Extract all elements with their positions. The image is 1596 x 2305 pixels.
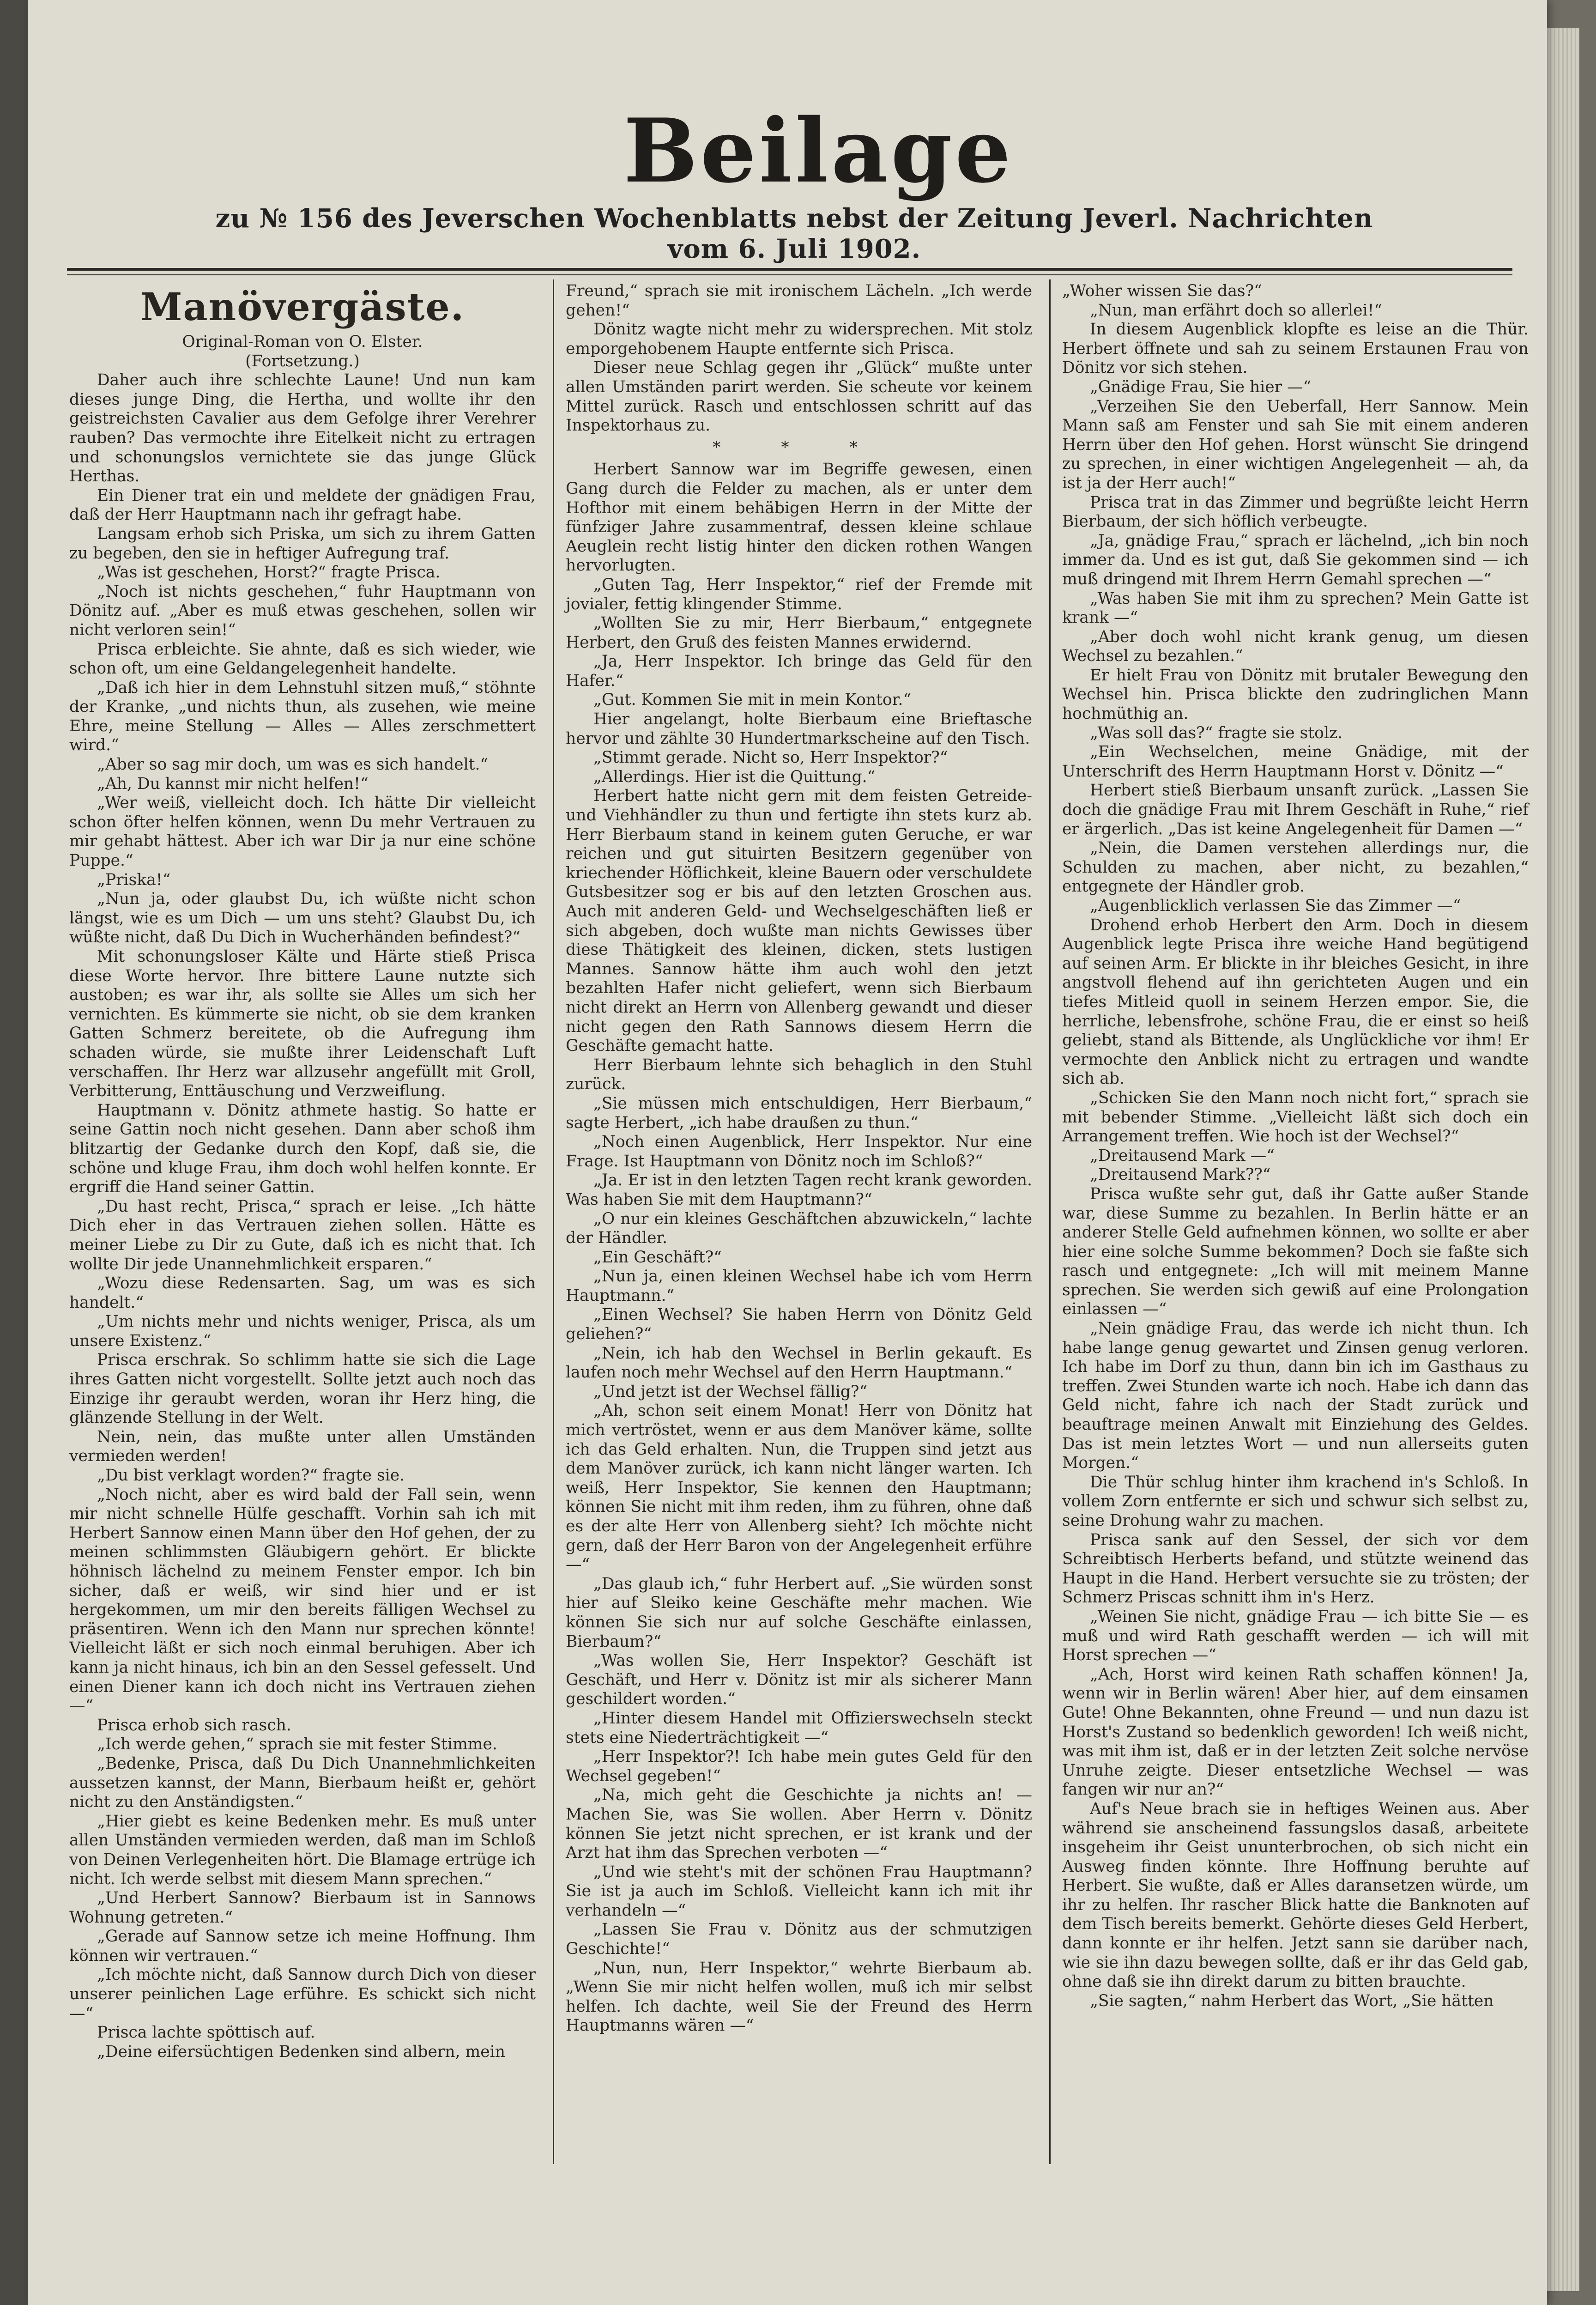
paragraph: „Wozu diese Redensarten. Sag, um was es sich handelt.“ <box>69 1274 536 1312</box>
paragraph: „Was wollen Sie, Herr Inspektor? Geschäft ist Geschäft, und Herr v. Dönitz ist mir als sicherer Mann geschildert worden.“ <box>566 1651 1032 1709</box>
paragraph: „Daß ich hier in dem Lehnstuhl sitzen muß,“ stöhnte der Kranke, „und nichts thun, als zusehen, wie meine Ehre, meine Stellung — Alles — Alles zerschmettert wird.“ <box>69 678 536 755</box>
paragraph: „Nun ja, oder glaubst Du, ich wüßte nicht schon längst, wie es um Dich — um uns steht? Glaubst Du, ich wüßte nicht, daß Du Dich in Wucherhänden befindest?“ <box>69 890 536 947</box>
paragraph: „Einen Wechsel? Sie haben Herrn von Dönitz Geld geliehen?“ <box>566 1305 1032 1344</box>
paragraph: „Gnädige Frau, Sie hier —“ <box>1090 377 1312 396</box>
paragraph: „Ja. Er ist in den letzten Tagen recht krank geworden. Was haben Sie mit dem Hauptmann?“ <box>566 1171 1032 1209</box>
paragraph: Drohend erhob Herbert den Arm. Doch in diesem Augenblick legte Prisca ihre weiche Hand begütigend auf seinen Arm. Er blickte in ihr bleiches Gesicht, in ihre angstvoll flehend auf ihn gerichteten Augen und ein tiefes Mitleid quoll in seinem Herzen empor. Sie, die herrliche, lebensfrohe, schöne Frau, die er einst so heiß geliebt, stand als Bittende, als Unglückliche vor ihm! Er vermochte den Anblick nicht zu ertragen und wandte sich ab. <box>1062 916 1529 1088</box>
paragraph: „Um nichts mehr und nichts weniger, Prisca, als um unsere Existenz.“ <box>69 1312 536 1350</box>
paragraph: „Lassen Sie Frau v. Dönitz aus der schmutzigen Geschichte!“ <box>566 1920 1032 1959</box>
paragraph: Prisca erschrak. So schlimm hatte sie sich die Lage ihres Gatten nicht vorgestellt. Sollte jetzt auch noch das Einzige ihr geraubt werden, woran ihr Herz hing, die glänzende Stellung in der Welt. <box>69 1351 536 1427</box>
paragraph: Er hielt Frau von Dönitz mit brutaler Bewegung den Wechsel hin. Prisca blickte den zudringlichen Mann hochmüthig an. <box>1062 666 1529 723</box>
paragraph: Herbert stieß Bierbaum unsanft zurück. „Lassen Sie doch die gnädige Frau mit Ihrem Geschäft in Ruhe,“ rief er ärgerlich. „Das ist keine Angelegenheit für Damen —“ <box>1062 781 1529 838</box>
paragraph: Prisca erhob sich rasch. <box>97 1716 291 1735</box>
paragraph: „Noch ist nichts geschehen,“ fuhr Hauptmann von Dönitz auf. „Aber es muß etwas geschehen, sollen wir nicht verloren sein!“ <box>69 582 536 639</box>
paragraph: „Nein, ich hab den Wechsel in Berlin gekauft. Es laufen noch mehr Wechsel auf den Herrn Hauptmann.“ <box>566 1344 1032 1382</box>
column-3 <box>1062 282 1529 2011</box>
continuation-note: (Fortsetzung.) <box>245 352 360 370</box>
paragraph: „Dreitausend Mark??“ <box>1090 1165 1271 1184</box>
paragraph: „Augenblicklich verlassen Sie das Zimmer —“ <box>1090 897 1461 915</box>
paragraph: „Wollten Sie zu mir, Herr Bierbaum,“ entgegnete Herbert, den Gruß des feisten Mannes erwidernd. <box>566 614 1032 652</box>
paragraph: „Ich möchte nicht, daß Sannow durch Dich von dieser unserer peinlichen Lage erführe. Es schickt sich nicht —“ <box>69 1965 536 2023</box>
paragraph: Prisca lachte spöttisch auf. <box>97 2023 315 2042</box>
column-2 <box>566 282 1032 2036</box>
paragraph: „Aber doch wohl nicht krank genug, um diesen Wechsel zu bezahlen.“ <box>1062 627 1529 666</box>
paragraph: „Na, mich geht die Geschichte ja nichts an! — Machen Sie, was Sie wollen. Aber Herrn v. Dönitz können Sie jetzt nicht sprechen, er ist krank und der Arzt hat ihm das Sprechen verboten —“ <box>566 1786 1032 1862</box>
paragraph: „Nein, die Damen verstehen allerdings nur, die Schulden zu machen, aber nicht, zu bezahlen,“ entgegnete der Händler grob. <box>1062 839 1529 896</box>
paragraph: Hier angelangt, holte Bierbaum eine Brieftasche hervor und zählte 30 Hundertmarkscheine auf den Tisch. <box>566 710 1032 748</box>
paragraph: Hauptmann v. Dönitz athmete hastig. So hatte er seine Gattin noch nicht gesehen. Dann aber schoß ihm blitzartig der Gedanke durch den Kopf, daß sie, die schöne und kluge Frau, ihm doch wohl helfen konnte. Er ergriff die Hand seiner Gattin. <box>69 1101 536 1197</box>
paragraph: Daher auch ihre schlechte Laune! Und nun kam dieses junge Ding, die Hertha, und wollte ihr den geistreichsten Cavalier aus dem Gefolge ihrer Verehrer rauben? Das vermochte ihre Eitelkeit nicht zu ertragen und schonungslos vernichtete sie das junge Glück Herthas. <box>69 371 536 486</box>
paragraph: Langsam erhob sich Priska, um sich zu ihrem Gatten zu begeben, den sie in heftiger Aufregung traf. <box>69 524 536 563</box>
masthead-title: Beilage <box>623 99 1014 202</box>
book-page-edges <box>1547 28 1579 2291</box>
paragraph: „Dreitausend Mark —“ <box>1090 1146 1275 1165</box>
paragraph: Prisca sank auf den Sessel, der sich vor dem Schreibtisch Herberts befand, und stützte weinend das Haupt in die Hand. Herbert versuchte sie zu trösten; der Schmerz Priscas schnitt ihm in's Herz. <box>1062 1530 1529 1607</box>
paragraph: „Stimmt gerade. Nicht so, Herr Inspektor?“ <box>593 748 948 767</box>
paragraph: „Verzeihen Sie den Ueberfall, Herr Sannow. Mein Mann saß am Fenster und sah Sie mit einem anderen Herrn über den Hof gehen. Horst wünscht Sie dringend zu sprechen, in einer wichtigen Angelegenheit — ah, da ist ja der Herr auch!“ <box>1062 397 1529 492</box>
paragraph: „Ach, Horst wird keinen Rath schaffen können! Ja, wenn wir in Berlin wären! Aber hier, auf dem einsamen Gute! Ohne Bekannten, ohne Freund — und nun dazu ist Horst's Zustand so bedenklich geworden! Ich weiß nicht, was mit ihm ist, daß er in der letzten Zeit solche nervöse Unruhe zeigte. Dieser entsetzliche Wechsel — was fangen wir nur an?“ <box>1062 1665 1529 1799</box>
paragraph: In diesem Augenblick klopfte es leise an die Thür. Herbert öffnete und sah zu seinem Erstaunen Frau von Dönitz vor sich stehen. <box>1062 320 1529 377</box>
column-divider-1 <box>553 279 554 2164</box>
paragraph: Prisca erbleichte. Sie ahnte, daß es sich wieder, wie schon oft, um eine Geldangelegenheit handelte. <box>69 640 536 678</box>
article-title: Manövergäste. <box>140 285 465 329</box>
paragraph: „Ja, gnädige Frau,“ sprach er lächelnd, „ich bin noch immer da. Und es ist gut, daß Sie gekommen sind — ich muß dringend mit Ihrem Herrn Gemahl sprechen —“ <box>1062 531 1529 588</box>
paragraph: „Ja, Herr Inspektor. Ich bringe das Geld für den Hafer.“ <box>566 652 1032 690</box>
paragraph: Die Thür schlug hinter ihm krachend in's Schloß. In vollem Zorn entfernte er sich und schwur sich selbst zu, seine Drohung wahr zu machen. <box>1062 1473 1529 1530</box>
paragraph: „Wer weiß, vielleicht doch. Ich hätte Dir vielleicht schon öfter helfen können, wenn Du mehr Vertrauen zu mir gehabt hättest. Aber ich war Dir ja nur eine schöne Puppe.“ <box>69 794 536 870</box>
paragraph: „Herr Inspektor?! Ich habe mein gutes Geld für den Wechsel gegeben!“ <box>566 1747 1032 1785</box>
paragraph: Ein Diener trat ein und meldete der gnädigen Frau, daß der Herr Hauptmann nach ihr gefragt habe. <box>69 486 536 524</box>
paragraph: Dönitz wagte nicht mehr zu widersprechen. Mit stolz emporgehobenem Haupte entfernte sich Prisca. <box>566 320 1032 358</box>
paragraph: „Deine eifersüchtigen Bedenken sind albern, mein <box>97 2042 505 2061</box>
paragraph: „Weinen Sie nicht, gnädige Frau — ich bitte Sie — es muß und wird Rath geschafft werden — ich will mit Horst sprechen —“ <box>1062 1607 1529 1665</box>
adjacent-page-strip <box>0 0 28 2305</box>
column-divider-2 <box>1049 279 1051 2164</box>
issue-subheading: zu № 156 des Jeverschen Wochenblatts nebst der Zeitung Jeverl. Nachrichten vom 6. Juli 1902. <box>215 203 1373 264</box>
paragraph: „Sie müssen mich entschuldigen, Herr Bierbaum,“ sagte Herbert, „ich habe draußen zu thun.“ <box>566 1094 1032 1132</box>
paragraph: „Allerdings. Hier ist die Quittung.“ <box>593 767 876 786</box>
paragraph: „Ah, Du kannst mir nicht helfen!“ <box>97 774 369 793</box>
paragraph: „Ein Wechselchen, meine Gnädige, mit der Unterschrift des Herrn Hauptmann Horst v. Dönitz —“ <box>1062 743 1529 781</box>
column-3-text <box>1062 282 1529 2011</box>
paragraph: „Nun, man erfährt doch so allerlei!“ <box>1090 301 1383 320</box>
paragraph: „Gut. Kommen Sie mit in mein Kontor.“ <box>593 691 912 710</box>
paragraph: „Hier giebt es keine Bedenken mehr. Es muß unter allen Umständen vermieden werden, daß man im Schloß von Deinen Verlegenheiten hört. Die Blamage ertrüge ich nicht. Ich werde selbst mit diesem Mann sprechen.“ <box>69 1812 536 1888</box>
paragraph: Auf's Neue brach sie in heftiges Weinen aus. Aber während sie anscheinend fassungslos dasaß, arbeitete insgeheim ihr Geist ununterbrochen, ob sich nicht ein Ausweg finden könnte. Ihre Hoffnung beruhte auf Herbert. Sie wußte, daß er Alles daransetzen würde, um ihr zu helfen. Ihr rascher Blick hatte die Banknoten auf dem Tisch bereits bemerkt. Gehörte dieses Geld Herbert, dann konnte er ihr helfen. Jetzt sann sie darüber nach, wie sie ihn dazu bewegen sollte, daß er ihr das Geld gab, ohne daß sie ihn direkt darum zu bitten brauchte. <box>1062 1799 1529 1991</box>
paragraph: „Ein Geschäft?“ <box>593 1248 722 1267</box>
article-byline: Original-Roman von O. Elster. <box>182 333 423 351</box>
paragraph: „Woher wissen Sie das?“ <box>1062 282 1262 300</box>
paragraph: „Schicken Sie den Mann noch nicht fort,“ sprach sie mit bebender Stimme. „Vielleicht läßt sich doch ein Arrangement treffen. Wie hoch ist der Wechsel?“ <box>1062 1088 1529 1146</box>
paragraph: „Nun, nun, Herr Inspektor,“ wehrte Bierbaum ab. „Wenn Sie mir nicht helfen wollen, muß ich mir selbst helfen. Ich dachte, weil Sie der Freund des Herrn Hauptmanns wären —“ <box>566 1959 1032 2035</box>
paragraph: „Hinter diesem Handel mit Offizierswechseln steckt stets eine Niederträchtigkeit —“ <box>566 1709 1032 1747</box>
paragraph: „Du hast recht, Prisca,“ sprach er leise. „Ich hätte Dich eher in das Vertrauen ziehen sollen. Hätte es meiner Liebe zu Dir zu Gute, daß ich es nicht that. Ich wollte Dir jede Unannehmlichkeit ersparen.“ <box>69 1197 536 1274</box>
paragraph: Nein, nein, das mußte unter allen Umständen vermieden werden! <box>69 1427 536 1466</box>
paragraph: Freund,“ sprach sie mit ironischem Lächeln. „Ich werde gehen!“ <box>566 282 1032 320</box>
paragraph: „Und wie steht's mit der schönen Frau Hauptmann? Sie ist ja auch im Schloß. Vielleicht kann ich mit ihr verhandeln —“ <box>566 1862 1032 1920</box>
paragraph: „Ich werde gehen,“ sprach sie mit fester Stimme. <box>97 1735 497 1754</box>
paragraph: „Gerade auf Sannow setze ich meine Hoffnung. Ihm können wir vertrauen.“ <box>69 1927 536 1965</box>
newspaper-page <box>28 0 1547 2305</box>
paragraph: „Priska!“ <box>97 870 171 889</box>
paragraph: „Aber so sag mir doch, um was es sich handelt.“ <box>97 755 489 774</box>
paragraph: „Und jetzt ist der Wechsel fällig?“ <box>593 1382 868 1401</box>
paragraph: Herbert hatte nicht gern mit dem feisten Getreide- und Viehhändler zu thun und fertigte ihn stets kurz ab. Herr Bierbaum stand in keinem guten Geruche, er war reichen und gut situirten Besitzern gegenüber von kriechender Höflichkeit, kleine Bauern oder verschuldete Gutsbesitzer sog er bis auf den letzten Groschen aus. Auch mit anderen Geld- und Wechselgeschäften ließ er sich abgeben, doch wußte man nichts Gewisses über diese Thätigkeit des kleinen, dicken, stets lustigen Mannes. Sannow hätte ihm auch wohl den jetzt bezahlten Hafer nicht geliefert, wenn sich Bierbaum nicht direkt an Herrn von Allenberg gewandt und dieser nicht gegen den Rath Sannows diesem Herrn die Geschäfte gemacht hatte. <box>566 787 1032 1055</box>
paragraph: „Bedenke, Prisca, daß Du Dich Unannehmlichkeiten aussetzen kannst, der Mann, Bierbaum heißt er, gehört nicht zu den Anständigsten.“ <box>69 1754 536 1812</box>
paragraph: „Noch nicht, aber es wird bald der Fall sein, wenn mir nicht schnelle Hülfe geschafft. Vorhin sah ich mit Herbert Sannow einen Mann über den Hof gehen, der zu meinen schlimmsten Gläubigern gehört. Er blickte höhnisch lächelnd zu meinem Fenster empor. Ich bin sicher, daß er weiß, wir sind hier und er ist hergekommen, um mir den bereits fälligen Wechsel zu präsentiren. Wenn ich den Mann nur sprechen könnte! Vielleicht läßt er sich noch einmal beruhigen. Aber ich kann ja nicht hinaus, ich bin an den Sessel gefesselt. Und einen Diener kann ich doch nicht ins Vertrauen ziehen —“ <box>69 1485 536 1716</box>
column-2-text <box>566 282 1032 2036</box>
column-1-text <box>69 371 536 2062</box>
paragraph: „Du bist verklagt worden?“ fragte sie. <box>97 1466 405 1485</box>
column-1 <box>69 282 536 2062</box>
paragraph: „Sie sagten,“ nahm Herbert das Wort, „Sie hätten <box>1090 1991 1494 2010</box>
paragraph: „Was soll das?“ fragte sie stolz. <box>1090 723 1343 742</box>
paragraph: „Was ist geschehen, Horst?“ fragte Prisca. <box>97 563 441 582</box>
paragraph: Prisca wußte sehr gut, daß ihr Gatte außer Stande war, diese Summe zu bezahlen. In Berlin hätte er an anderer Stelle Geld aufnehmen können, wo sollte er aber hier eine solche Summe bekommen? Doch sie faßte sich rasch und entgegnete: „Ich will mit meinem Manne sprechen. Sie werden sich gewiß auf eine Prolongation einlassen —“ <box>1062 1184 1529 1319</box>
paragraph: Prisca trat in das Zimmer und begrüßte leicht Herrn Bierbaum, der sich höflich verbeugte. <box>1062 493 1529 531</box>
paragraph: Herr Bierbaum lehnte sich behaglich in den Stuhl zurück. <box>566 1055 1032 1094</box>
header-rule-thin <box>67 274 1512 275</box>
paragraph: „Nun ja, einen kleinen Wechsel habe ich vom Herrn Hauptmann.“ <box>566 1267 1032 1305</box>
paragraph: Herbert Sannow war im Begriffe gewesen, einen Gang durch die Felder zu machen, als er unter dem Hofthor mit einem behäbigen Herrn in der Mitte der fünfziger Jahre zusammentraf, dessen kleine schlaue Aeuglein recht listig hinter den dicken rothen Wangen hervorlugten. <box>566 460 1032 575</box>
paragraph: „Und Herbert Sannow? Bierbaum ist in Sannows Wohnung getreten.“ <box>69 1889 536 1927</box>
paragraph: Dieser neue Schlag gegen ihr „Glück“ mußte unter allen Umständen parirt werden. Sie scheute vor keinem Mittel zurück. Rasch und entschlossen schritt auf das Inspektorhaus zu. <box>566 358 1032 435</box>
paragraph: „Guten Tag, Herr Inspektor,“ rief der Fremde mit jovialer, fettig klingender Stimme. <box>566 575 1032 613</box>
paragraph: „Nein gnädige Frau, das werde ich nicht thun. Ich habe lange genug gewartet und Zinsen genug verloren. Ich habe im Dorf zu thun, dann bin ich im Gasthaus zu treffen. Zwei Stunden warte ich noch. Habe ich dann das Geld nicht, fahre ich nach der Stadt zurück und beauftrage meinen Anwalt mit Einziehung des Geldes. Das ist mein letztes Wort — und nun allerseits guten Morgen.“ <box>1062 1319 1529 1473</box>
paragraph: Mit schonungsloser Kälte und Härte stieß Prisca diese Worte hervor. Ihre bittere Laune nutzte sich austoben; es war ihr, als sollte sie Alles um sich her vernichten. Es kümmerte sie nicht, ob sie dem kranken Gatten Schmerz bereitete, ob die Aufregung ihm schaden würde, sie mußte ihrer Leidenschaft Luft verschaffen. Ihr Herz war allzusehr angefüllt mit Groll, Verbitterung, Enttäuschung und Verzweiflung. <box>69 947 536 1101</box>
paragraph: „Ah, schon seit einem Monat! Herr von Dönitz hat mich vertröstet, wenn er aus dem Manöver käme, sollte ich das Geld erhalten. Nun, die Truppen sind jetzt aus dem Manöver zurück, ich kann nicht länger warten. Ich weiß, Herr Inspektor, Sie kennen den Hauptmann; können Sie nicht mit ihm reden, ihm zu führen, ohne daß es der alte Herr von Allenberg sieht? Ich möchte nicht gern, daß der Herr Baron von der Angelegenheit erführe —“ <box>566 1401 1032 1574</box>
paragraph: „Das glaub ich,“ fuhr Herbert auf. „Sie würden sonst hier auf Sleiko keine Geschäfte mehr machen. Wie können Sie sich nur auf solche Geschäfte einlassen, Bierbaum?“ <box>566 1574 1032 1651</box>
paragraph: „Noch einen Augenblick, Herr Inspektor. Nur eine Frage. Ist Hauptmann von Dönitz noch im Schloß?“ <box>566 1133 1032 1171</box>
paragraph: „Was haben Sie mit ihm zu sprechen? Mein Gatte ist krank —“ <box>1062 589 1529 627</box>
paragraph: „O nur ein kleines Geschäftchen abzuwickeln,“ lachte der Händler. <box>566 1209 1032 1248</box>
header-rule-thick <box>67 268 1512 271</box>
paragraph: * * * <box>713 438 885 457</box>
